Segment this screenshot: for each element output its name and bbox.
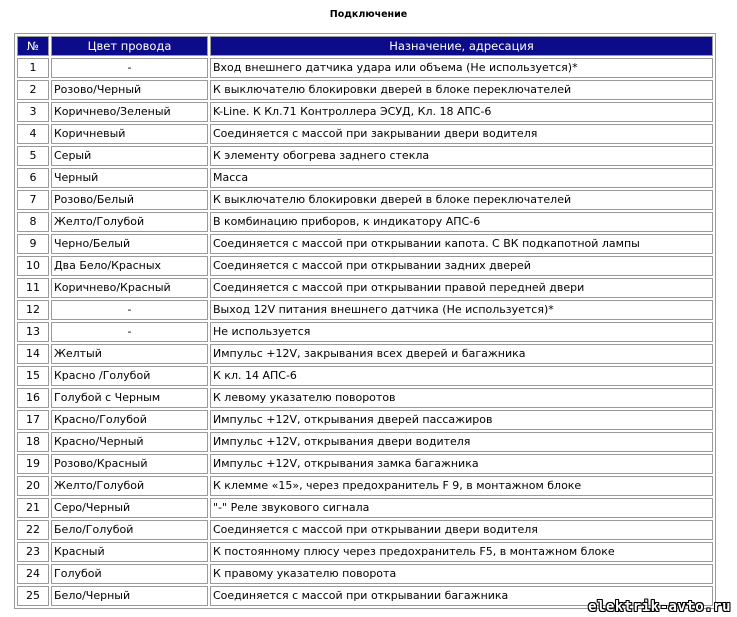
cell-num: 4 bbox=[17, 124, 49, 144]
table-body bbox=[17, 58, 713, 606]
cell-purpose: К выключателю блокировки дверей в блоке переключателей bbox=[210, 80, 713, 100]
table-row bbox=[17, 190, 713, 210]
wiring-table bbox=[14, 33, 716, 609]
table-row bbox=[17, 300, 713, 320]
cell-purpose: В комбинацию приборов, к индикатору АПС-6 bbox=[210, 212, 713, 232]
cell-purpose: Вход внешнего датчика удара или объема (Не используется)* bbox=[210, 58, 713, 78]
cell-purpose: Импульс +12V, закрывания всех дверей и багажника bbox=[210, 344, 713, 364]
cell-wire-color: Два Бело/Красных bbox=[51, 256, 208, 276]
cell-wire-color: Красно/Голубой bbox=[51, 410, 208, 430]
table-row bbox=[17, 102, 713, 122]
cell-num: 25 bbox=[17, 586, 49, 606]
cell-wire-color: Черно/Белый bbox=[51, 234, 208, 254]
table-row bbox=[17, 80, 713, 100]
header-num: № bbox=[17, 36, 49, 56]
cell-wire-color: - bbox=[51, 322, 208, 342]
cell-purpose: К постоянному плюсу через предохранитель F5, в монтажном блоке bbox=[210, 542, 713, 562]
cell-num: 3 bbox=[17, 102, 49, 122]
cell-num: 14 bbox=[17, 344, 49, 364]
cell-num: 1 bbox=[17, 58, 49, 78]
cell-purpose: Не используется bbox=[210, 322, 713, 342]
cell-wire-color: Черный bbox=[51, 168, 208, 188]
table-row bbox=[17, 146, 713, 166]
table-row bbox=[17, 344, 713, 364]
header-purpose: Назначение, адресация bbox=[210, 36, 713, 56]
cell-wire-color: Розово/Белый bbox=[51, 190, 208, 210]
cell-purpose: К кл. 14 АПС-6 bbox=[210, 366, 713, 386]
cell-num: 22 bbox=[17, 520, 49, 540]
table-row bbox=[17, 168, 713, 188]
cell-wire-color: Желто/Голубой bbox=[51, 212, 208, 232]
cell-num: 10 bbox=[17, 256, 49, 276]
cell-num: 5 bbox=[17, 146, 49, 166]
cell-num: 7 bbox=[17, 190, 49, 210]
table-row bbox=[17, 366, 713, 386]
cell-purpose: Соединяется с массой при открывании задних дверей bbox=[210, 256, 713, 276]
table-row bbox=[17, 278, 713, 298]
cell-wire-color: Желто/Голубой bbox=[51, 476, 208, 496]
table-row bbox=[17, 256, 713, 276]
cell-num: 23 bbox=[17, 542, 49, 562]
table-row bbox=[17, 322, 713, 342]
cell-wire-color: Розово/Красный bbox=[51, 454, 208, 474]
cell-purpose: К элементу обогрева заднего стекла bbox=[210, 146, 713, 166]
cell-wire-color: - bbox=[51, 300, 208, 320]
cell-purpose: Соединяется с массой при открывании двери водителя bbox=[210, 520, 713, 540]
cell-num: 20 bbox=[17, 476, 49, 496]
cell-purpose: "-" Реле звукового сигнала bbox=[210, 498, 713, 518]
table-row bbox=[17, 234, 713, 254]
cell-purpose: Соединяется с массой при открывании капота. С ВК подкапотной лампы bbox=[210, 234, 713, 254]
cell-wire-color: Коричневый bbox=[51, 124, 208, 144]
cell-wire-color: Бело/Черный bbox=[51, 586, 208, 606]
table-row bbox=[17, 410, 713, 430]
header-color: Цвет провода bbox=[51, 36, 208, 56]
cell-purpose: Соединяется с массой при открывании багажника bbox=[210, 586, 713, 606]
cell-num: 15 bbox=[17, 366, 49, 386]
cell-purpose: Соединяется с массой при закрывании двери водителя bbox=[210, 124, 713, 144]
cell-wire-color: Красный bbox=[51, 542, 208, 562]
table-row bbox=[17, 454, 713, 474]
cell-wire-color: Серый bbox=[51, 146, 208, 166]
cell-num: 18 bbox=[17, 432, 49, 452]
table-row bbox=[17, 564, 713, 584]
table-row bbox=[17, 520, 713, 540]
table-row bbox=[17, 58, 713, 78]
cell-num: 24 bbox=[17, 564, 49, 584]
cell-num: 16 bbox=[17, 388, 49, 408]
table-row bbox=[17, 498, 713, 518]
cell-purpose: К левому указателю поворотов bbox=[210, 388, 713, 408]
cell-purpose: Импульс +12V, открывания дверей пассажиров bbox=[210, 410, 713, 430]
cell-purpose: Выход 12V питания внешнего датчика (Не используется)* bbox=[210, 300, 713, 320]
watermark: elektrik-avto.ru bbox=[588, 599, 731, 615]
cell-num: 6 bbox=[17, 168, 49, 188]
cell-num: 9 bbox=[17, 234, 49, 254]
cell-wire-color: Голубой bbox=[51, 564, 208, 584]
cell-purpose: Масса bbox=[210, 168, 713, 188]
cell-purpose: К правому указателю поворота bbox=[210, 564, 713, 584]
page-title: Подключение bbox=[329, 9, 408, 20]
table-row bbox=[17, 432, 713, 452]
cell-wire-color: Желтый bbox=[51, 344, 208, 364]
table-header-row bbox=[17, 36, 713, 56]
table-row bbox=[17, 388, 713, 408]
cell-wire-color: - bbox=[51, 58, 208, 78]
cell-num: 11 bbox=[17, 278, 49, 298]
cell-num: 21 bbox=[17, 498, 49, 518]
table-row bbox=[17, 476, 713, 496]
cell-wire-color: Коричнево/Зеленый bbox=[51, 102, 208, 122]
cell-num: 17 bbox=[17, 410, 49, 430]
cell-purpose: К клемме «15», через предохранитель F 9, в монтажном блоке bbox=[210, 476, 713, 496]
cell-wire-color: Бело/Голубой bbox=[51, 520, 208, 540]
cell-wire-color: Красно /Голубой bbox=[51, 366, 208, 386]
cell-wire-color: Коричнево/Красный bbox=[51, 278, 208, 298]
table-row bbox=[17, 124, 713, 144]
cell-wire-color: Красно/Черный bbox=[51, 432, 208, 452]
cell-wire-color: Серо/Черный bbox=[51, 498, 208, 518]
cell-wire-color: Розово/Черный bbox=[51, 80, 208, 100]
cell-purpose: Импульс +12V, открывания замка багажника bbox=[210, 454, 713, 474]
cell-wire-color: Голубой с Черным bbox=[51, 388, 208, 408]
cell-num: 12 bbox=[17, 300, 49, 320]
cell-purpose: Соединяется с массой при открывании правой передней двери bbox=[210, 278, 713, 298]
cell-num: 8 bbox=[17, 212, 49, 232]
table-row bbox=[17, 542, 713, 562]
table-row bbox=[17, 212, 713, 232]
cell-num: 2 bbox=[17, 80, 49, 100]
cell-purpose: K-Line. К Кл.71 Контроллера ЭСУД, Кл. 18 АПС-6 bbox=[210, 102, 713, 122]
cell-purpose: К выключателю блокировки дверей в блоке переключателей bbox=[210, 190, 713, 210]
cell-purpose: Импульс +12V, открывания двери водителя bbox=[210, 432, 713, 452]
cell-num: 19 bbox=[17, 454, 49, 474]
cell-num: 13 bbox=[17, 322, 49, 342]
